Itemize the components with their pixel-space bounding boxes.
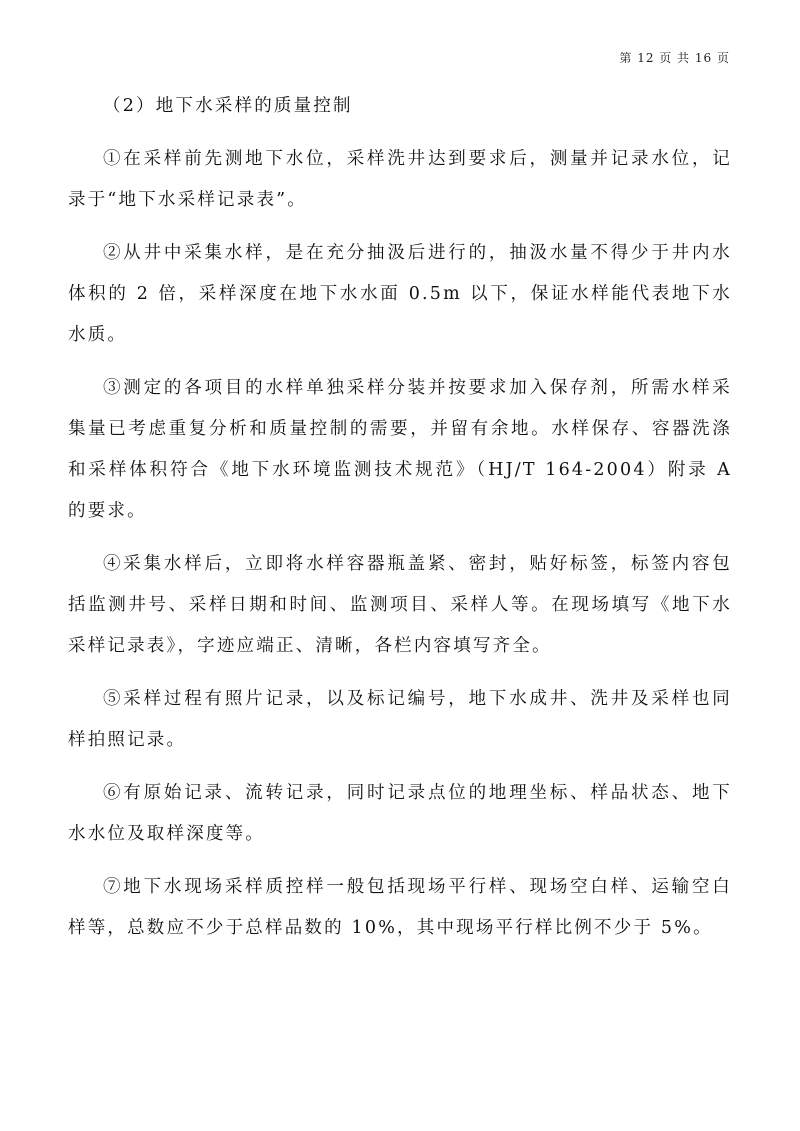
paragraph-item-3: ③测定的各项目的水样单独采样分装并按要求加入保存剂，所需水样采集量已考虑重复分析和质量控制的需要，并留有余地。水样保存、容器洗涤和采样体积符合《地下水环境监测技术规范》（HJ/T 164-2004）附录 A 的要求。 bbox=[68, 378, 732, 521]
document-body bbox=[68, 86, 732, 961]
paragraph-item-4: ④采集水样后，立即将水样容器瓶盖紧、密封，贴好标签，标签内容包括监测井号、采样日期和时间、监测项目、采样人等。在现场填写《地下水采样记录表》，字迹应端正、清晰，各栏内容填写齐全。 bbox=[68, 554, 732, 656]
page-number: 第 12 页 共 16 页 bbox=[619, 51, 730, 65]
section-heading: （2）地下水采样的质量控制 bbox=[103, 96, 353, 116]
paragraph-item-7: ⑦地下水现场采样质控样一般包括现场平行样、现场空白样、运输空白样等，总数应不少于总样品数的 10%，其中现场平行样比例不少于 5%。 bbox=[68, 877, 732, 938]
paragraph-item-6: ⑥有原始记录、流转记录，同时记录点位的地理坐标、样品状态、地下水水位及取样深度等。 bbox=[68, 783, 732, 844]
paragraph-item-1: ①在采样前先测地下水位，采样洗井达到要求后，测量并记录水位，记录于“地下水采样记录表”。 bbox=[68, 149, 732, 210]
paragraph-item-5: ⑤采样过程有照片记录，以及标记编号，地下水成井、洗井及采样也同样拍照记录。 bbox=[68, 689, 732, 750]
paragraph-item-2: ②从井中采集水样，是在充分抽汲后进行的，抽汲水量不得少于井内水体积的 2 倍，采样深度在地下水水面 0.5m 以下，保证水样能代表地下水水质。 bbox=[68, 243, 732, 345]
